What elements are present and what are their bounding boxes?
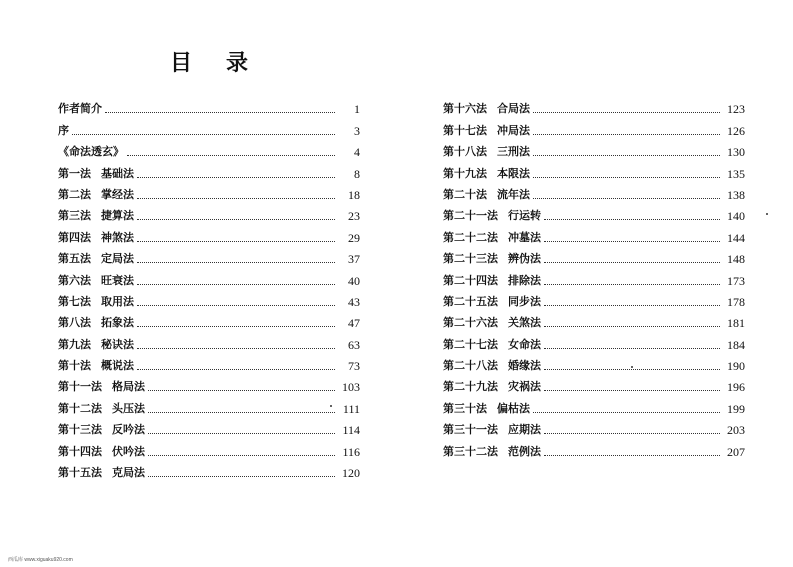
entry-name: 偏枯法 <box>497 401 530 415</box>
entry-name: 合局法 <box>497 102 530 116</box>
entry-name: 捷算法 <box>101 209 134 223</box>
dot-leader <box>137 348 335 349</box>
toc-entry <box>443 437 745 458</box>
entry-label: 第二十三法 <box>443 252 498 266</box>
dot-leader <box>137 241 335 242</box>
entry-label: 第十二法 <box>58 401 102 415</box>
entry-label: 第十四法 <box>58 444 102 458</box>
entry-label: 作者简介 <box>58 102 102 116</box>
entry-name: 反吟法 <box>112 423 145 437</box>
entry-page-number: 144 <box>727 230 745 245</box>
dot-leader <box>533 134 720 135</box>
toc-entry <box>58 202 360 223</box>
dot-leader <box>148 476 335 477</box>
entry-label: 《命法透玄》 <box>58 145 124 159</box>
entry-label: 第六法 <box>58 273 91 287</box>
title-char-2: 录 <box>226 50 249 76</box>
toc-left-column <box>58 95 360 480</box>
entry-page-number: 73 <box>348 359 360 374</box>
entry-label: 第二十九法 <box>443 380 498 394</box>
entry-page-number: 4 <box>354 145 360 160</box>
entry-name: 伏吟法 <box>112 444 145 458</box>
dot-leader <box>544 433 720 434</box>
entry-name: 取用法 <box>101 294 134 308</box>
entry-label: 第二法 <box>58 187 91 201</box>
dot-leader <box>137 177 335 178</box>
entry-label: 第十九法 <box>443 166 487 180</box>
toc-entry <box>443 245 745 266</box>
entry-label: 第十八法 <box>443 145 487 159</box>
entry-label: 第二十六法 <box>443 316 498 330</box>
entry-name: 头压法 <box>112 401 145 415</box>
toc-entry <box>443 159 745 180</box>
entry-name: 排除法 <box>508 273 541 287</box>
dot-leader <box>544 284 720 285</box>
dot-leader <box>72 134 335 135</box>
dot-leader <box>148 433 335 434</box>
entry-label: 第八法 <box>58 316 91 330</box>
toc-entry <box>443 202 745 223</box>
toc-entry <box>58 116 360 137</box>
entry-name: 本限法 <box>497 166 530 180</box>
entry-label: 第十法 <box>58 359 91 373</box>
entry-name: 克局法 <box>112 466 145 480</box>
entry-label: 序 <box>58 123 69 137</box>
toc-entry <box>443 330 745 351</box>
toc-entry <box>443 181 745 202</box>
entry-page-number: 199 <box>727 401 745 416</box>
toc-entry <box>443 309 745 330</box>
dot-leader <box>127 155 335 156</box>
entry-name: 辨伪法 <box>508 252 541 266</box>
dot-leader <box>137 219 335 220</box>
toc-entry <box>58 330 360 351</box>
toc-entry <box>58 159 360 180</box>
entry-name: 关煞法 <box>508 316 541 330</box>
dot-leader <box>148 455 335 456</box>
entry-name: 秘诀法 <box>101 337 134 351</box>
dot-leader <box>148 390 335 391</box>
dot-leader <box>137 198 335 199</box>
toc-entry <box>58 459 360 480</box>
dot-leader <box>544 305 720 306</box>
entry-page-number: 130 <box>727 145 745 160</box>
entry-page-number: 178 <box>727 294 745 309</box>
toc-entry <box>443 288 745 309</box>
entry-page-number: 29 <box>348 230 360 245</box>
entry-label: 第一法 <box>58 166 91 180</box>
entry-page-number: 23 <box>348 209 360 224</box>
entry-page-number: 203 <box>727 423 745 438</box>
entry-label: 第三十二法 <box>443 444 498 458</box>
toc-entry <box>58 394 360 415</box>
entry-name: 冲墓法 <box>508 230 541 244</box>
toc-entry <box>58 245 360 266</box>
entry-name: 流年法 <box>497 187 530 201</box>
entry-page-number: 3 <box>354 123 360 138</box>
entry-page-number: 135 <box>727 166 745 181</box>
toc-entry <box>58 138 360 159</box>
entry-label: 第二十法 <box>443 187 487 201</box>
toc-entry <box>443 223 745 244</box>
dot-leader <box>544 219 720 220</box>
toc-entry <box>58 223 360 244</box>
dot-leader <box>544 262 720 263</box>
entry-label: 第三法 <box>58 209 91 223</box>
entry-page-number: 37 <box>348 252 360 267</box>
entry-label: 第二十二法 <box>443 230 498 244</box>
toc-entry <box>58 352 360 373</box>
toc-entry <box>443 138 745 159</box>
dot-leader <box>137 369 335 370</box>
entry-label: 第四法 <box>58 230 91 244</box>
toc-entry <box>58 373 360 394</box>
title-char-1: 目 <box>170 50 193 76</box>
dot-leader <box>544 326 720 327</box>
toc-entry <box>443 266 745 287</box>
entry-name: 三刑法 <box>497 145 530 159</box>
entry-label: 第二十五法 <box>443 294 498 308</box>
dot-leader <box>544 348 720 349</box>
entry-page-number: 173 <box>727 273 745 288</box>
dot-leader <box>544 455 720 456</box>
dot-leader <box>533 177 720 178</box>
entry-page-number: 140 <box>727 209 745 224</box>
entry-label: 第十五法 <box>58 466 102 480</box>
entry-name: 同步法 <box>508 294 541 308</box>
entry-page-number: 120 <box>342 466 360 481</box>
entry-label: 第十六法 <box>443 102 487 116</box>
toc-entry <box>58 288 360 309</box>
entry-name: 神煞法 <box>101 230 134 244</box>
entry-page-number: 126 <box>727 123 745 138</box>
entry-label: 第二十八法 <box>443 359 498 373</box>
entry-label: 第九法 <box>58 337 91 351</box>
entry-page-number: 207 <box>727 444 745 459</box>
entry-page-number: 43 <box>348 294 360 309</box>
dot-leader <box>137 284 335 285</box>
entry-name: 概说法 <box>101 359 134 373</box>
entry-page-number: 63 <box>348 337 360 352</box>
entry-page-number: 190 <box>727 359 745 374</box>
entry-page-number: 47 <box>348 316 360 331</box>
toc-entry <box>58 95 360 116</box>
toc-entry <box>443 373 745 394</box>
entry-name: 应期法 <box>508 423 541 437</box>
toc-entry <box>443 95 745 116</box>
scan-speck <box>631 366 633 368</box>
dot-leader <box>148 412 335 413</box>
dot-leader <box>544 390 720 391</box>
toc-entry <box>443 416 745 437</box>
entry-page-number: 181 <box>727 316 745 331</box>
entry-page-number: 8 <box>354 166 360 181</box>
dot-leader <box>544 241 720 242</box>
entry-label: 第十七法 <box>443 123 487 137</box>
dot-leader <box>533 198 720 199</box>
entry-name: 灾祸法 <box>508 380 541 394</box>
dot-leader <box>137 326 335 327</box>
entry-page-number: 148 <box>727 252 745 267</box>
entry-label: 第二十七法 <box>443 337 498 351</box>
dot-leader <box>105 112 335 113</box>
entry-name: 冲局法 <box>497 123 530 137</box>
watermark-footer: 西瓜库 www.xiguaku920.com <box>8 557 73 563</box>
dot-leader <box>544 369 720 370</box>
entry-label: 第二十四法 <box>443 273 498 287</box>
entry-label: 第七法 <box>58 294 91 308</box>
scan-speck <box>766 213 768 215</box>
entry-name: 格局法 <box>112 380 145 394</box>
entry-label: 第二十一法 <box>443 209 498 223</box>
toc-entry <box>443 352 745 373</box>
dot-leader <box>137 262 335 263</box>
entry-name: 婚缘法 <box>508 359 541 373</box>
entry-page-number: 111 <box>342 401 360 416</box>
entry-label: 第三十一法 <box>443 423 498 437</box>
entry-page-number: 40 <box>348 273 360 288</box>
entry-page-number: 114 <box>342 423 360 438</box>
entry-name: 拓象法 <box>101 316 134 330</box>
page-title <box>170 46 248 77</box>
toc-entry <box>58 266 360 287</box>
dot-leader <box>137 305 335 306</box>
entry-page-number: 196 <box>727 380 745 395</box>
dot-leader <box>533 412 720 413</box>
entry-page-number: 116 <box>342 444 360 459</box>
entry-label: 第十一法 <box>58 380 102 394</box>
entry-name: 掌经法 <box>101 187 134 201</box>
entry-label: 第五法 <box>58 252 91 266</box>
entry-page-number: 138 <box>727 187 745 202</box>
entry-page-number: 1 <box>354 102 360 117</box>
dot-leader <box>533 155 720 156</box>
toc-entry <box>58 309 360 330</box>
toc-right-column <box>443 95 745 459</box>
entry-page-number: 123 <box>727 102 745 117</box>
dot-leader <box>533 112 720 113</box>
entry-label: 第十三法 <box>58 423 102 437</box>
entry-name: 定局法 <box>101 252 134 266</box>
entry-page-number: 18 <box>348 187 360 202</box>
toc-entry <box>58 437 360 458</box>
entry-name: 行运转 <box>508 209 541 223</box>
toc-entry <box>58 416 360 437</box>
entry-page-number: 103 <box>342 380 360 395</box>
entry-name: 范例法 <box>508 444 541 458</box>
toc-entry <box>443 394 745 415</box>
toc-entry <box>443 116 745 137</box>
entry-label: 第三十法 <box>443 401 487 415</box>
entry-page-number: 184 <box>727 337 745 352</box>
entry-name: 旺衰法 <box>101 273 134 287</box>
toc-entry <box>58 181 360 202</box>
entry-name: 女命法 <box>508 337 541 351</box>
entry-name: 基础法 <box>101 166 134 180</box>
scan-speck <box>330 405 332 407</box>
